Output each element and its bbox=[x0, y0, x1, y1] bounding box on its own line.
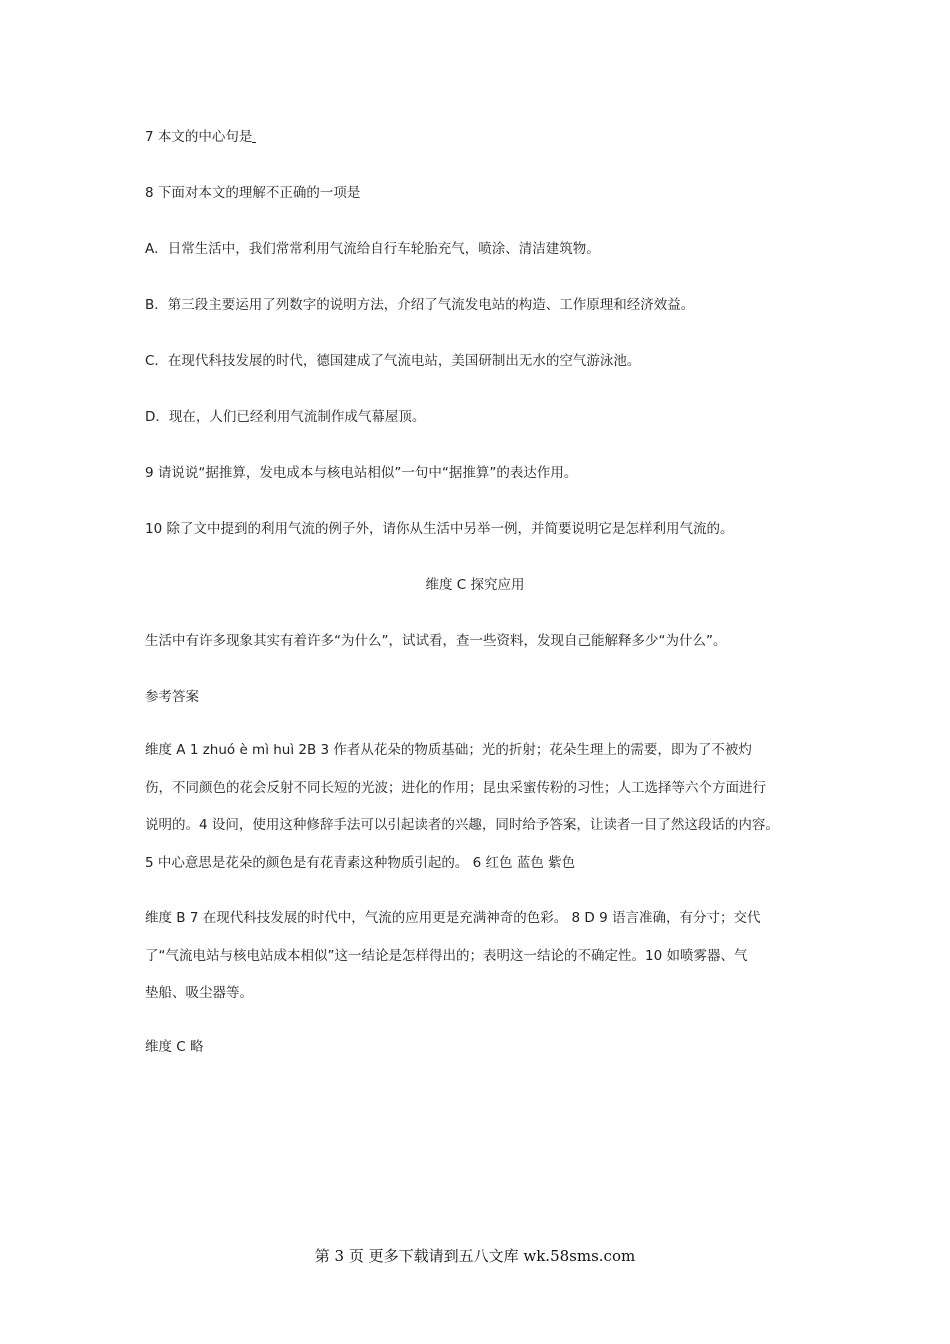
answer-b-line: 了“气流电站与核电站成本相似”这一结论是怎样得出的；表明这一结论的不确定性。10 如喷雾器、气 bbox=[145, 947, 748, 964]
answer-a-line: 5 中心意思是花朵的颜色是有花青素这种物质引起的。 6 红色 蓝色 紫色 bbox=[145, 854, 576, 871]
option-d: D．现在，人们已经利用气流制作成气幕屋顶。 bbox=[145, 409, 426, 425]
answer-blank bbox=[252, 128, 256, 143]
section-c-prompt: 生活中有许多现象其实有着许多“为什么”，试试看，查一些资料，发现自己能解释多少“为什么”。 bbox=[145, 633, 727, 649]
page-footer: 第 3 页 更多下载请到五八文库 wk.58sms.com bbox=[314, 1247, 636, 1265]
option-c: C．在现代科技发展的时代，德国建成了气流电站，美国研制出无水的空气游泳池。 bbox=[145, 353, 641, 369]
answer-a-line: 维度 A 1 zhuó è mì huì 2B 3 作者从花朵的物质基础；光的折射；花朵生理上的需要，即为了不被灼 bbox=[145, 742, 752, 758]
answer-a-paragraph bbox=[145, 740, 825, 890]
section-c-title: 维度 C 探究应用 bbox=[425, 577, 525, 593]
question-10: 10 除了文中提到的利用气流的例子外，请你从生活中另举一例，并简要说明它是怎样利用气流的。 bbox=[145, 521, 734, 537]
answer-a-line: 说明的。4 设问，使用这种修辞手法可以引起读者的兴趣，同时给予答案，让读者一目了然这段话的内容。 bbox=[145, 817, 779, 833]
option-b: B．第三段主要运用了列数字的说明方法，介绍了气流发电站的构造、工作原理和经济效益。 bbox=[145, 297, 695, 313]
option-a: A．日常生活中，我们常常利用气流给自行车轮胎充气，喷涂、清洁建筑物。 bbox=[145, 241, 600, 257]
answer-a-line: 伤，不同颜色的花会反射不同长短的光波；进化的作用；昆虫采蜜传粉的习性；人工选择等六个方面进行 bbox=[145, 779, 766, 796]
answer-b-line: 维度 B 7 在现代科技发展的时代中，气流的应用更是充满神奇的色彩。 8 D 9 语言准确，有分寸；交代 bbox=[145, 910, 761, 926]
answer-b-line: 垫船、吸尘器等。 bbox=[145, 985, 253, 1001]
question-9: 9 请说说“据推算，发电成本与核电站相似”一句中“据推算”的表达作用。 bbox=[145, 465, 578, 481]
answer-c: 维度 C 略 bbox=[145, 1039, 204, 1055]
answers-heading: 参考答案 bbox=[145, 689, 199, 705]
answer-b-paragraph bbox=[145, 908, 825, 1021]
question-7: 7 本文的中心句是 bbox=[145, 127, 256, 147]
question-8: 8 下面对本文的理解不正确的一项是 bbox=[145, 185, 361, 201]
